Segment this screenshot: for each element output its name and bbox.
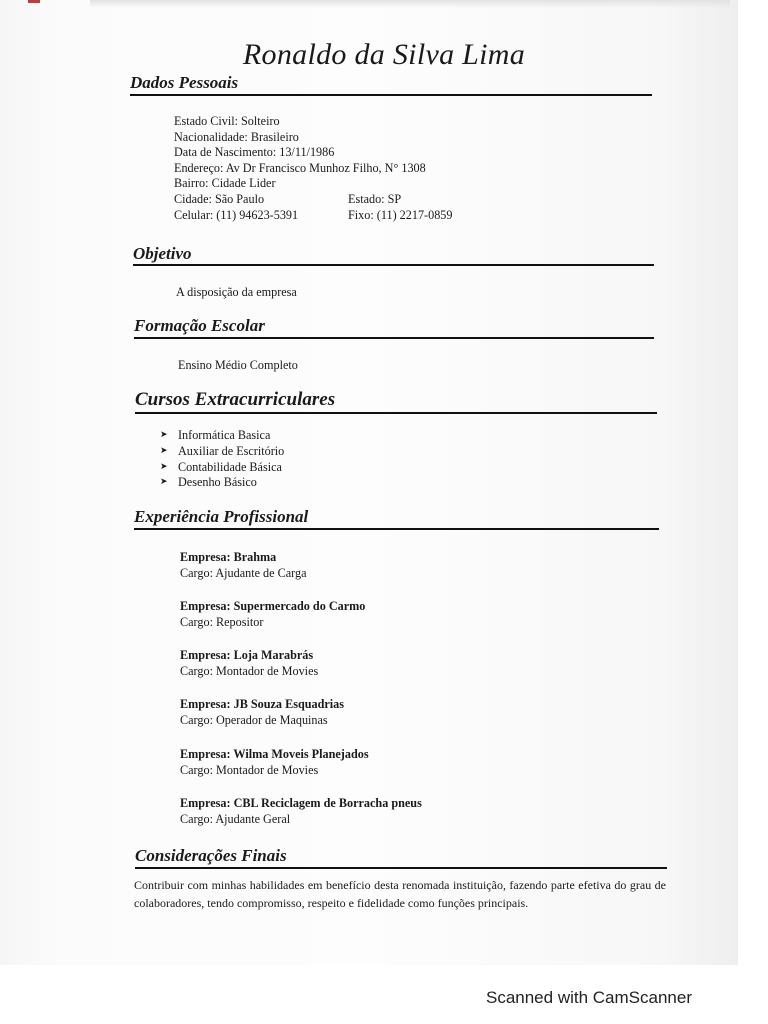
endereco: Endereço: Av Dr Francisco Munhoz Filho, N° 1308 [174, 160, 426, 175]
celular: Celular: (11) 94623-5391 [174, 207, 299, 222]
job-role: Cargo: Montador de Movies [180, 664, 319, 678]
education-text: Ensino Médio Completo [178, 358, 298, 372]
cidade: Cidade: São Paulo [174, 191, 265, 206]
job-entry [180, 795, 422, 827]
list-item: ➤ Contabilidade Básica [160, 459, 282, 474]
job-company: Empresa: Loja Marabrás [180, 648, 314, 662]
cidade-estado-row [174, 192, 453, 208]
job-entry [180, 549, 306, 581]
job-role: Cargo: Montador de Movies [180, 763, 319, 777]
job-company: Empresa: Supermercado do Carmo [180, 599, 366, 613]
fixo: Fixo: (11) 2217-0859 [348, 207, 453, 222]
personal-info [174, 114, 453, 223]
heading-consideracoes: Considerações Finais [135, 846, 287, 865]
rule-cursos [135, 412, 657, 414]
courses-list [160, 428, 284, 491]
job-entry [180, 746, 369, 778]
arrow-bullet-icon: ➤ [160, 461, 168, 472]
rule-objetivo [133, 264, 654, 266]
job-company: Empresa: Wilma Moveis Planejados [180, 747, 369, 761]
job-company: Empresa: Brahma [180, 550, 277, 564]
estado-civil: Estado Civil: Solteiro [174, 114, 280, 128]
heading-cursos: Cursos Extracurriculares [135, 389, 336, 410]
corner-mark [28, 0, 40, 3]
job-role: Cargo: Ajudante Geral [180, 812, 291, 826]
rule-experiencia [134, 528, 659, 530]
job-entry [180, 696, 344, 728]
resume-name: Ronaldo da Silva Lima [242, 38, 526, 71]
phone-row [174, 208, 453, 224]
list-item: ➤ Desenho Básico [160, 475, 257, 490]
job-entry [180, 598, 365, 630]
data-nascimento: Data de Nascimento: 13/11/1986 [174, 145, 335, 160]
scan-shadow [90, 0, 730, 8]
job-company: Empresa: JB Souza Esquadrias [180, 697, 345, 711]
nacionalidade: Nacionalidade: Brasileiro [174, 129, 299, 144]
scanner-watermark: Scanned with CamScanner [485, 988, 692, 1007]
job-role: Cargo: Operador de Maquinas [180, 713, 328, 727]
list-item: ➤ Informática Basica [160, 428, 271, 442]
job-entry [180, 647, 318, 679]
rule-consideracoes [135, 867, 667, 869]
final-text: Contribuir com minhas habilidades em benefício desta renomada instituição, fazendo parte efetiva do grau de colaboradores, tendo compromisso, respeito e fidelidade como funções principais. [134, 878, 666, 910]
list-item: ➤ Auxiliar de Escritório [160, 443, 285, 458]
rule-formacao [134, 337, 654, 339]
arrow-bullet-icon: ➤ [160, 430, 168, 440]
arrow-bullet-icon: ➤ [160, 445, 168, 456]
job-role: Cargo: Ajudante de Carga [180, 566, 307, 580]
arrow-bullet-icon: ➤ [160, 477, 168, 488]
objective-text: A disposição da empresa [176, 285, 297, 299]
estado: Estado: SP [348, 191, 402, 206]
job-role: Cargo: Repositor [180, 615, 264, 629]
heading-objetivo: Objetivo [133, 244, 192, 263]
heading-experiencia: Experiência Profissional [134, 507, 309, 526]
rule-dados-pessoais [130, 94, 652, 96]
heading-dados-pessoais: Dados Pessoais [130, 73, 239, 92]
heading-formacao: Formação Escolar [134, 316, 265, 335]
bairro: Bairro: Cidade Lider [174, 176, 276, 191]
job-company: Empresa: CBL Reciclagem de Borracha pneus [180, 796, 422, 810]
